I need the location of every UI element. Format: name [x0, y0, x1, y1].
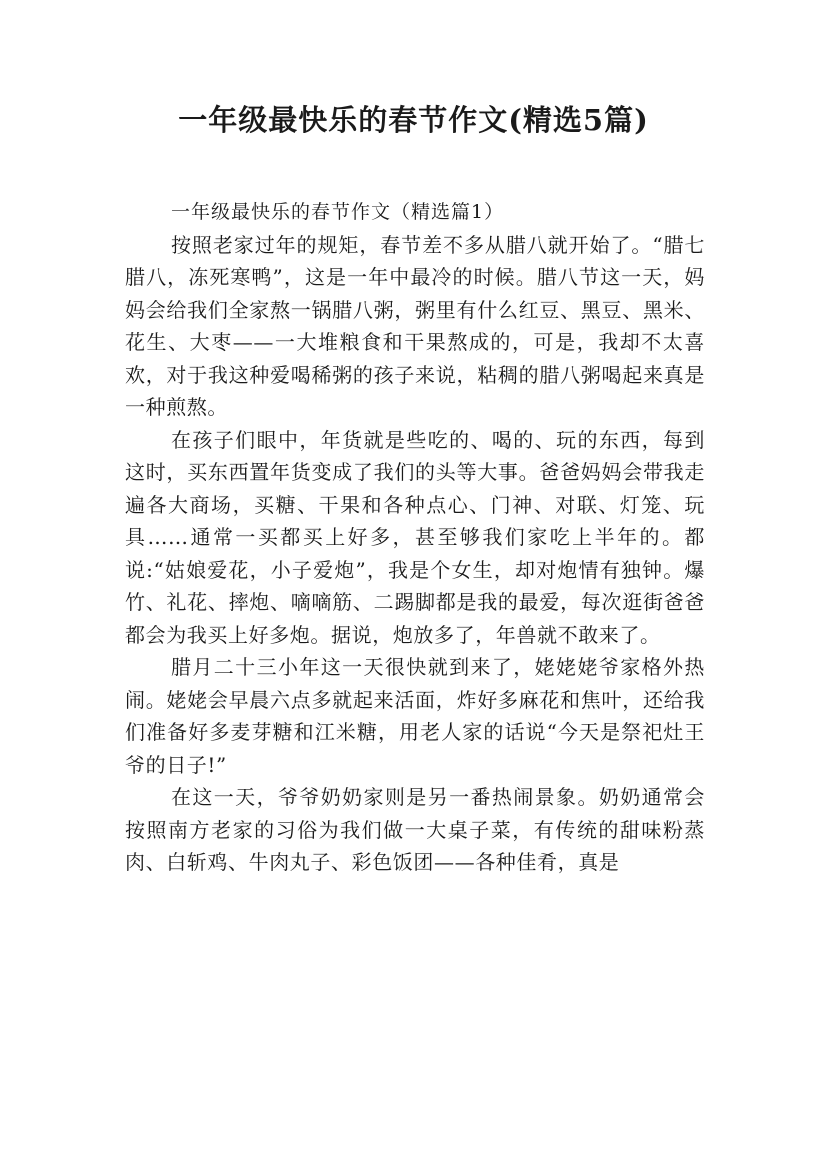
paragraph-2: 在孩子们眼中，年货就是些吃的、喝的、玩的东西，每到这时，买东西置年货变成了我们的头等大事。爸爸妈妈会带我走遍各大商场，买糖、干果和各种点心、门神、对联、灯笼、玩具……通常一买都买上好多，甚至够我们家吃上半年的。都说:“姑娘爱花，小子爱炮”，我是个女生，却对炮情有独钟。爆竹、礼花、摔炮、嘀嘀筋、二踢脚都是我的最爱，每次逛街爸爸都会为我买上好多炮。据说，炮放多了，年兽就不敢来了。 [125, 427, 705, 647]
section-heading: 一年级最快乐的春节作文（精选篇1） [171, 201, 505, 223]
paragraph-1: 按照老家过年的规矩，春节差不多从腊八就开始了。“腊七腊八，冻死寒鸭”，这是一年中最冷的时候。腊八节这一天，妈妈会给我们全家熬一锅腊八粥，粥里有什么红豆、黑豆、黑米、花生、大枣——一大堆粮食和干果熬成的，可是，我却不太喜欢，对于我这种爱喝稀粥的孩子来说，粘稠的腊八粥喝起来真是一种煎熬。 [125, 232, 705, 419]
paragraph-4: 在这一天，爷爷奶奶家则是另一番热闹景象。奶奶通常会按照南方老家的习俗为我们做一大桌子菜，有传统的甜味粉蒸肉、白斩鸡、牛肉丸子、彩色饭团——各种佳肴，真是 [125, 785, 705, 874]
document-body [125, 196, 705, 879]
paragraph-3: 腊月二十三小年这一天很快就到来了，姥姥姥爷家格外热闹。姥姥会早晨六点多就起来活面，炸好多麻花和焦叶，还给我们准备好多麦芽糖和江米糖，用老人家的话说“今天是祭祀灶王爷的日子!” [125, 655, 705, 777]
document-title: 一年级最快乐的春节作文(精选5篇) [178, 103, 649, 137]
